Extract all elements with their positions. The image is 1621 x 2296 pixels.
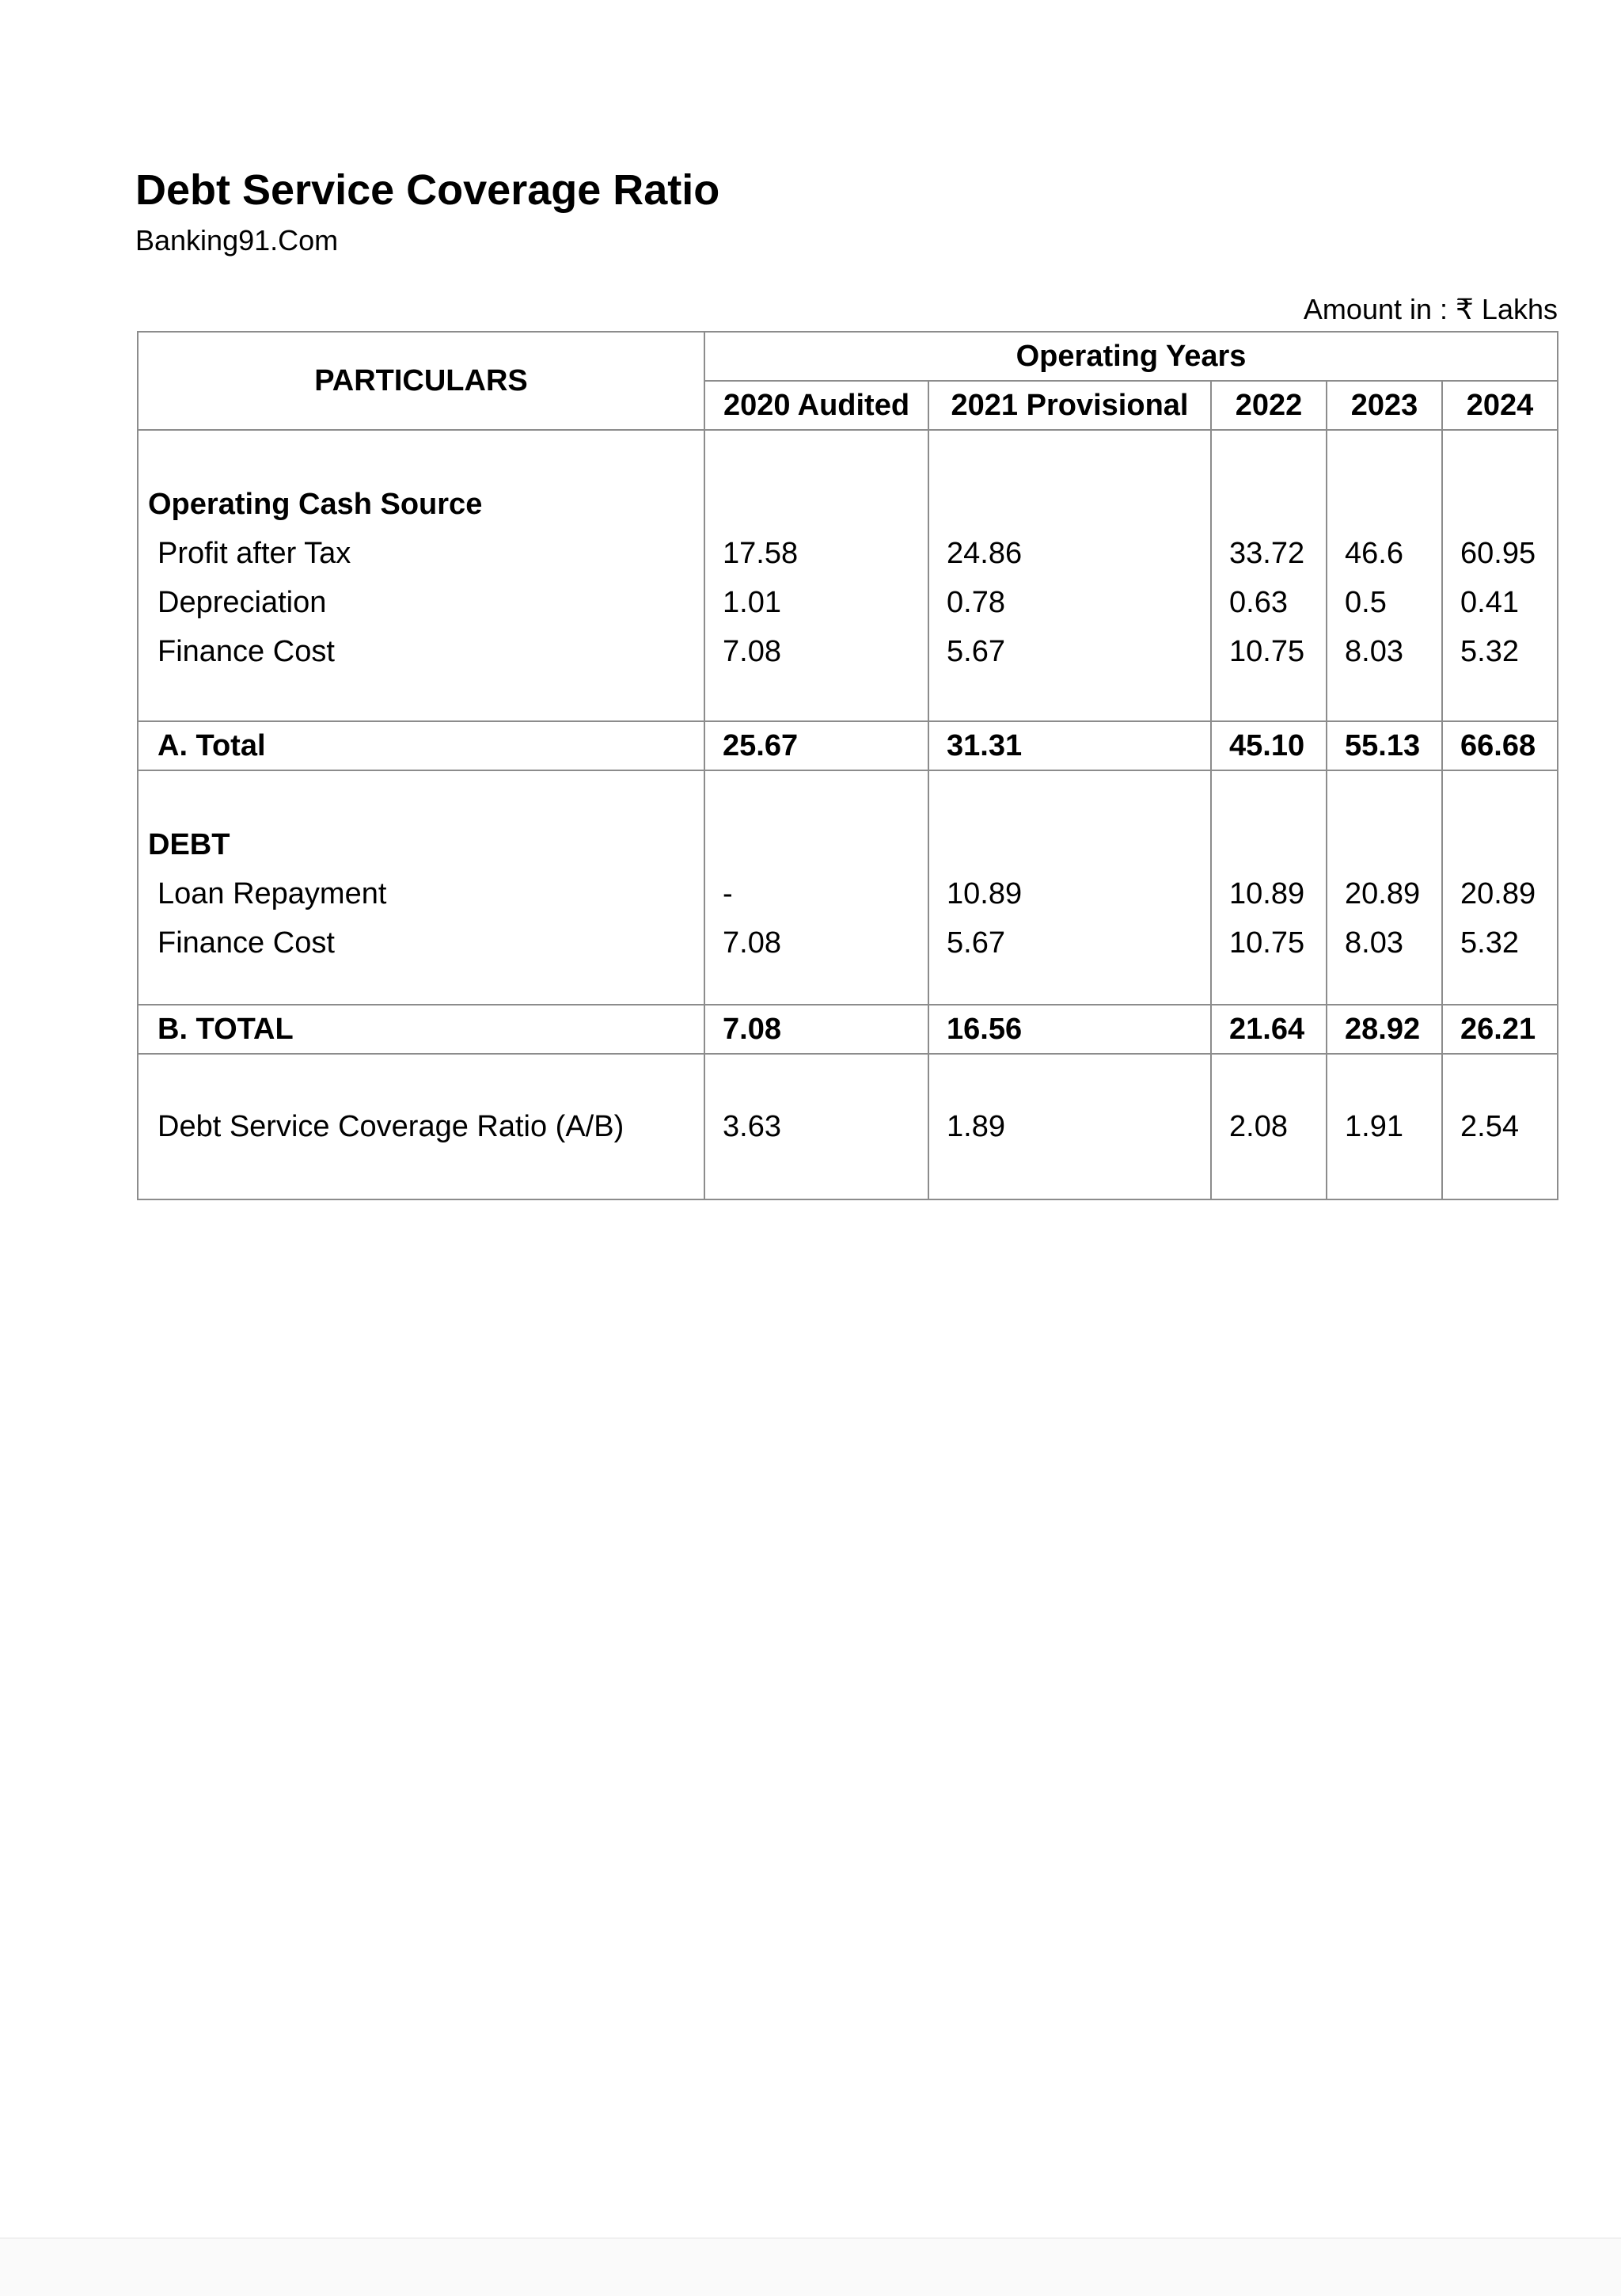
cell-value: 33.72	[1229, 537, 1305, 570]
cell-value: 20.89	[1460, 877, 1536, 910]
cell-value: 17.58	[723, 537, 799, 570]
cell-value: 0.5	[1345, 586, 1387, 619]
cell-value: 0.41	[1460, 586, 1519, 619]
cell-value: 24.86	[947, 537, 1023, 570]
cell-value: 8.03	[1345, 635, 1403, 668]
year-header: 2021 Provisional	[928, 381, 1211, 430]
dscr-table	[137, 331, 1558, 1200]
row-label: Finance Cost	[158, 926, 335, 960]
section-heading: DEBT	[148, 828, 230, 861]
debt-block	[138, 770, 1558, 1005]
operating-cash-col-2021	[928, 430, 1211, 721]
cell-value: 5.32	[1460, 635, 1519, 668]
year-header: 2023	[1327, 381, 1442, 430]
cell-value: 10.89	[947, 877, 1023, 910]
total-a-label: A. Total	[138, 721, 704, 770]
row-label: Profit after Tax	[158, 537, 351, 570]
row-label: Depreciation	[158, 586, 327, 619]
operating-years-header: Operating Years	[704, 332, 1558, 381]
cell-value: 10.75	[1229, 926, 1305, 960]
total-a-value: 55.13	[1327, 721, 1442, 770]
total-a-value: 25.67	[704, 721, 928, 770]
cell-value: 7.08	[723, 926, 781, 960]
cell-value: 5.67	[947, 926, 1005, 960]
ratio-value: 3.63	[704, 1054, 928, 1199]
section-heading: Operating Cash Source	[148, 488, 483, 521]
page-footer-band	[0, 2237, 1621, 2296]
ratio-value: 2.54	[1442, 1054, 1558, 1199]
total-a-value: 66.68	[1442, 721, 1558, 770]
cell-value: 10.75	[1229, 635, 1305, 668]
total-b-value: 28.92	[1327, 1005, 1442, 1054]
ratio-value: 1.91	[1327, 1054, 1442, 1199]
total-b-label: B. TOTAL	[138, 1005, 704, 1054]
year-header: 2022	[1211, 381, 1327, 430]
debt-col-2024	[1442, 770, 1558, 1005]
cell-value: 10.89	[1229, 877, 1305, 910]
total-a-value: 31.31	[928, 721, 1211, 770]
debt-labels	[138, 770, 704, 1005]
cell-value: 5.67	[947, 635, 1005, 668]
cell-value: 0.63	[1229, 586, 1288, 619]
total-b-value: 26.21	[1442, 1005, 1558, 1054]
cell-value: 60.95	[1460, 537, 1536, 570]
total-a-value: 45.10	[1211, 721, 1327, 770]
total-b-value: 7.08	[704, 1005, 928, 1054]
operating-cash-labels	[138, 430, 704, 721]
dscr-ratio-row	[138, 1054, 1558, 1199]
cell-value: 46.6	[1345, 537, 1403, 570]
cell-value: -	[723, 877, 733, 910]
cell-value: 20.89	[1345, 877, 1421, 910]
debt-col-2021	[928, 770, 1211, 1005]
cell-value: 0.78	[947, 586, 1005, 619]
debt-col-2020	[704, 770, 928, 1005]
total-b-value: 16.56	[928, 1005, 1211, 1054]
operating-cash-col-2022	[1211, 430, 1327, 721]
header-row-1	[138, 332, 1558, 381]
year-header: 2024	[1442, 381, 1558, 430]
ratio-label: Debt Service Coverage Ratio (A/B)	[138, 1054, 704, 1199]
total-a-row	[138, 721, 1558, 770]
operating-cash-col-2020	[704, 430, 928, 721]
row-label: Finance Cost	[158, 635, 335, 668]
source-label: Banking91.Com	[135, 224, 339, 257]
cell-value: 8.03	[1345, 926, 1403, 960]
cell-value: 7.08	[723, 635, 781, 668]
operating-cash-col-2024	[1442, 430, 1558, 721]
operating-cash-block	[138, 430, 1558, 721]
debt-col-2023	[1327, 770, 1442, 1005]
particulars-header: PARTICULARS	[138, 332, 704, 430]
cell-value: 5.32	[1460, 926, 1519, 960]
ratio-value: 1.89	[928, 1054, 1211, 1199]
total-b-value: 21.64	[1211, 1005, 1327, 1054]
page-title: Debt Service Coverage Ratio	[135, 166, 720, 214]
debt-col-2022	[1211, 770, 1327, 1005]
year-header: 2020 Audited	[704, 381, 928, 430]
ratio-value: 2.08	[1211, 1054, 1327, 1199]
operating-cash-col-2023	[1327, 430, 1442, 721]
row-label: Loan Repayment	[158, 877, 387, 910]
cell-value: 1.01	[723, 586, 781, 619]
amount-unit-note: Amount in : ₹ Lakhs	[1303, 293, 1558, 325]
total-b-row	[138, 1005, 1558, 1054]
